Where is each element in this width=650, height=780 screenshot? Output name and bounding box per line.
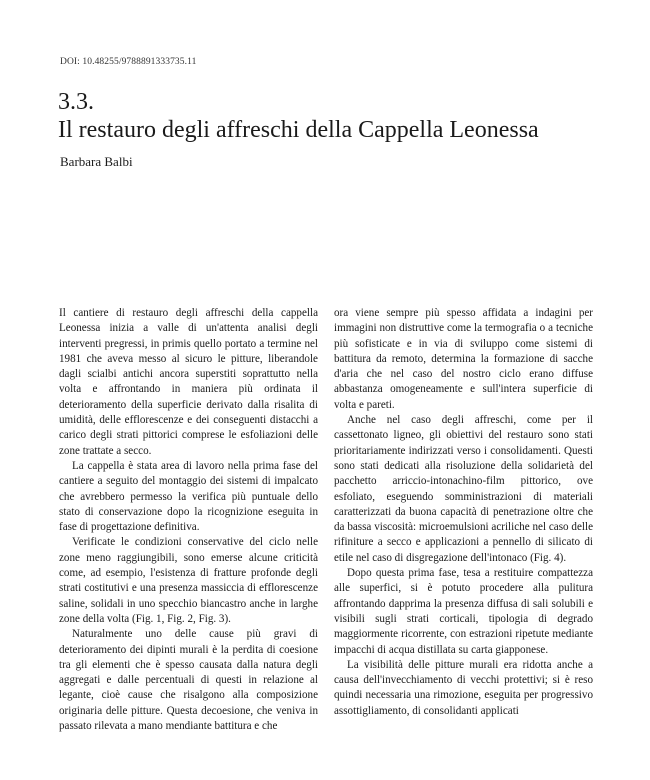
right-text-column [334, 306, 593, 719]
paragraph: ora viene sempre più spesso affidata a indagini per immagini non distruttive come la termografia o a tecniche più sofisticate e in via di sviluppo come sistemi di battitura da remoto, determina la formazione di sacche d'aria che nel caso del nostro ciclo erano diffuse abbastanza omogeneamente e sull'intera superficie di volta e pareti. [334, 307, 593, 411]
paragraph: Verificate le condizioni conservative del ciclo nelle zone meno raggiungibili, sono emerse alcune criticità come, ad esempio, l'esistenza di fratture profonde degli strati costitutivi e una presenza massiccia di efflorescenze saline, solidali in uno specchio biancastro anche in larghe zone della volta (Fig. 1, Fig. 2, Fig. 3). [59, 536, 318, 625]
left-text-column [59, 306, 318, 734]
paragraph: La visibilità delle pitture murali era ridotta anche a causa dell'invecchiamento di vecchi protettivi; si è reso quindi necessaria una rimozione, eseguita per progressivo assottigliamento, di consolidanti applicati [334, 658, 593, 717]
chapter-title: Il restauro degli affreschi della Cappella Leonessa [58, 117, 539, 143]
paragraph: Dopo questa prima fase, tesa a restituire compattezza alle superfici, si è potuto procedere alla pulitura affrontando dapprima la presenza diffusa di sali solubili e visibili sugli strati corticali, tipologia di degrado maggiormente ricorrente, con estrazioni ripetute mediante impacchi di acqua distillata su carta giapponese. [334, 567, 593, 656]
paragraph: Anche nel caso degli affreschi, come per il cassettonato ligneo, gli obiettivi del restauro sono stati prioritariamente indirizzati verso i consolidamenti. Questi sono stati dedicati alla risoluzione della solidarietà del pacchetto arriccio-intonachino-film pittorico, ove esfoliato, eseguendo somministrazioni di materiali caratterizzati da buona capacità di penetrazione oltre che da bassa viscosità: microemulsioni acriliche nel caso delle rifiniture a secco e applicazioni a pennello di silicato di etile nel caso di disgregazione dell'intonaco (Fig. 4). [334, 414, 593, 564]
paragraph: La cappella è stata area di lavoro nella prima fase del cantiere a seguito del montaggio dei sistemi di impalcato che avrebbero permesso la verifica più puntuale dello stato di conservazione dopo la ricognizione eseguita in fase di progettazione definitiva. [59, 459, 318, 534]
section-number: 3.3. [58, 89, 94, 115]
paragraph: Naturalmente uno delle cause più gravi di deterioramento dei dipinti murali è la perdita di coesione tra gli elementi che è spesso causata dalla natura degli aggregati e dalle percentuali di questi in relazione al legante, cioè cause che risalgono alla composizione originaria delle pitture. Questa decoesione, che veniva in passato rilevata a mano mendiante battitura e che [59, 628, 318, 733]
doi-line: DOI: 10.48255/9788891333735.11 [60, 57, 197, 67]
author-name: Barbara Balbi [60, 154, 133, 169]
paragraph: Il cantiere di restauro degli affreschi della cappella Leonessa inizia a valle di un'attenta analisi degli interventi pregressi, in primis quello portato a termine nel 1981 che aveva messo al sicuro le pitture, liberandole dagli scialbi antichi ancora superstiti soprattutto nella volta e affrontando in maniera più ordinata il deterioramento della superficie derivato dalla risalita di umidità, delle efflorescenze e dei conseguenti distacchi a carico degli strati pittorici comprese le esfoliazioni delle zone trattate a secco. [59, 307, 318, 457]
